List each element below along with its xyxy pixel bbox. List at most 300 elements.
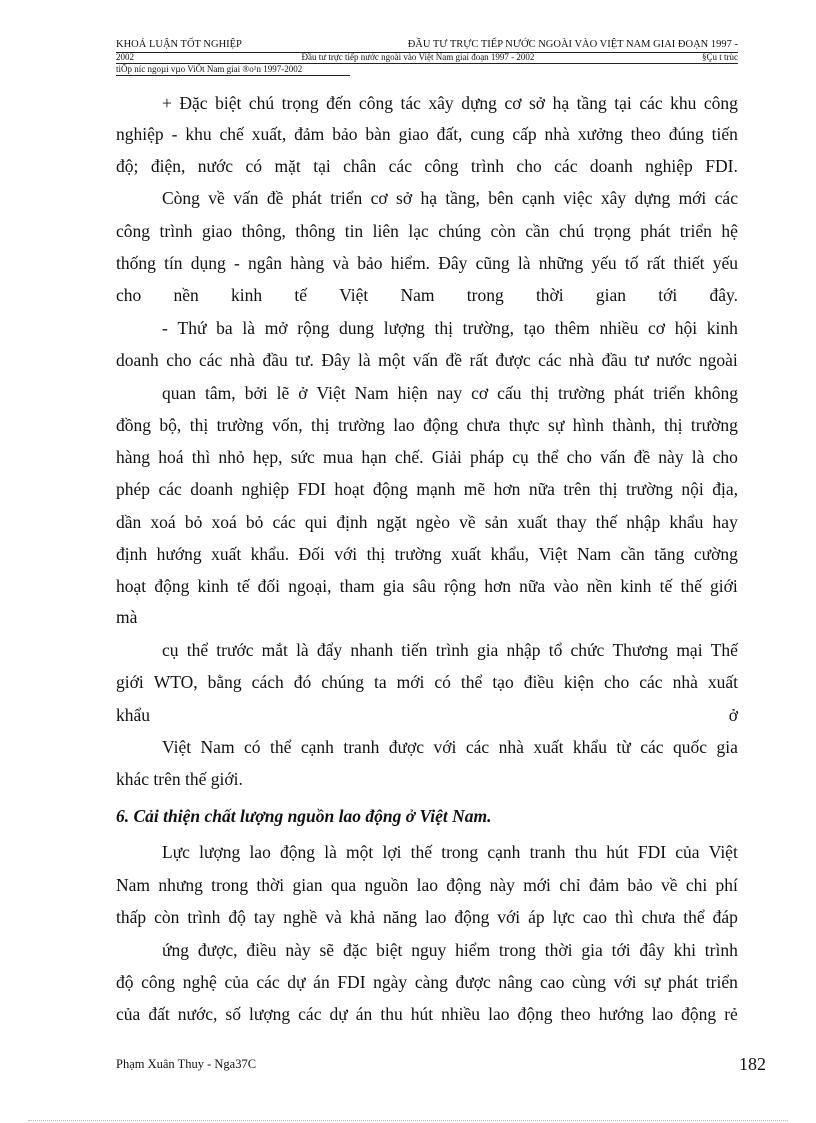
word: Lực: [162, 842, 190, 862]
running-header-row2: [116, 53, 738, 64]
word: cấp: [512, 124, 537, 144]
word: mại: [676, 640, 703, 660]
word: ứng: [162, 940, 189, 960]
word: FDI: [637, 842, 667, 862]
word: cho: [566, 447, 592, 467]
word: lực: [552, 907, 575, 927]
word: triển: [679, 221, 712, 241]
word: là: [242, 318, 255, 338]
word: sâu: [412, 576, 436, 596]
word: về: [208, 188, 225, 208]
word: cần: [525, 221, 550, 241]
word: vào: [553, 576, 579, 596]
word: thiết: [673, 253, 705, 273]
word: thế: [680, 576, 702, 596]
word: còn: [154, 907, 180, 927]
running-header: [116, 40, 738, 53]
word: cơ: [370, 188, 388, 208]
word: trường: [216, 415, 264, 435]
word: liên: [372, 221, 399, 241]
word: dựng: [634, 188, 671, 208]
word: lao: [488, 1004, 510, 1024]
word: ngoài: [698, 350, 738, 370]
text-line: [116, 672, 738, 693]
word: bỏ: [184, 512, 203, 532]
word: vấn: [600, 447, 626, 467]
word: chú: [248, 93, 275, 113]
text-line: [116, 350, 738, 371]
word: các: [198, 350, 223, 370]
word: trình: [435, 640, 469, 660]
header-row2-right: §Çu t trùc: [701, 52, 738, 62]
word: hình: [572, 415, 604, 435]
word: xuất: [533, 737, 564, 757]
word: xuất: [211, 544, 242, 564]
word: Đối: [298, 544, 325, 564]
text-line: [162, 318, 738, 339]
word: trong: [498, 940, 536, 960]
word: doanh: [116, 350, 159, 370]
word: vấn: [233, 188, 259, 208]
word: gian: [595, 285, 627, 305]
word: hướng: [598, 1004, 644, 1024]
text-line: [116, 576, 738, 597]
word: cao: [540, 972, 565, 992]
word: trọng: [281, 93, 319, 113]
word: chế: [219, 124, 244, 144]
word: tạo: [492, 672, 514, 692]
running-header-row3: tiÕp níc ngoµi vµo ViÖt Nam giai ®o¹n 1997-2002: [116, 65, 350, 76]
word: xuất,: [251, 124, 287, 144]
word: thế: [595, 512, 618, 532]
word: khu: [670, 93, 697, 113]
word: hạ: [420, 188, 438, 208]
word: sở: [529, 93, 546, 113]
text-line: [116, 1004, 738, 1025]
word: khả: [349, 907, 375, 927]
word: -: [162, 318, 168, 338]
word: thành,: [612, 415, 656, 435]
word: với: [497, 907, 521, 927]
page-edge-divider: [28, 1120, 788, 1121]
word: lạc: [408, 221, 429, 241]
word: trình: [159, 221, 193, 241]
word: -: [233, 253, 240, 273]
word: xuất: [450, 544, 482, 564]
text-line: [116, 415, 738, 436]
word: nâng: [498, 972, 533, 992]
word: một: [346, 842, 374, 862]
word: Việt: [339, 285, 369, 305]
word: rộng: [443, 576, 477, 596]
word: gia: [382, 576, 405, 596]
word: nữa: [519, 576, 546, 596]
word: chân: [343, 156, 377, 176]
word: cụ: [512, 447, 529, 467]
word: trình: [187, 907, 221, 927]
word: nền: [173, 285, 199, 305]
header-right: ĐẦU TƯ TRỰC TIẾP NƯỚC NGOÀI VÀO VIỆT NAM GIAI ĐOẠN 1997 -: [407, 39, 738, 50]
word: Thứ: [177, 318, 207, 338]
word: dự: [287, 972, 306, 992]
word: khẩu: [116, 705, 151, 725]
word: thấp: [116, 907, 147, 927]
word: phát: [291, 188, 322, 208]
word: kiện: [563, 672, 594, 692]
text-line: [116, 285, 738, 306]
word: tại: [614, 93, 632, 113]
word: sự: [548, 415, 565, 435]
word: công: [116, 221, 151, 241]
word: hướng: [156, 544, 202, 564]
word: về: [459, 512, 476, 532]
word: FDI.: [705, 156, 738, 176]
word: ngèo: [415, 512, 450, 532]
word: nghiệp: [116, 124, 164, 144]
word: hút: [410, 1004, 434, 1024]
word: giao: [398, 124, 429, 144]
word: tâm,: [205, 383, 236, 403]
word: chế.: [394, 447, 424, 467]
word: tế: [294, 285, 307, 305]
word: Việt: [316, 383, 346, 403]
word: nước,: [177, 1004, 218, 1024]
word: chỉ: [559, 875, 581, 895]
word: đây: [639, 940, 665, 960]
text-line: [116, 875, 738, 896]
word: đúng: [668, 124, 704, 144]
word: lao: [651, 1004, 674, 1024]
word: xuất: [517, 512, 548, 532]
word: kinh: [197, 576, 229, 596]
word: tín: [164, 253, 183, 273]
word: thị: [311, 415, 330, 435]
word: sở: [396, 188, 413, 208]
word: Đây: [321, 350, 351, 370]
word: ngân: [248, 253, 283, 273]
word: tham: [339, 576, 375, 596]
word: nhanh: [350, 640, 394, 660]
word: nhưng: [158, 875, 203, 895]
word: cho: [712, 447, 738, 467]
word: thì: [615, 907, 634, 927]
word: bảo: [357, 253, 383, 273]
word: số: [225, 1004, 241, 1024]
word: các: [639, 672, 663, 692]
word: hiểm: [455, 940, 491, 960]
word: từ: [616, 737, 631, 757]
word: dụng: [190, 253, 226, 273]
word: bằng: [207, 672, 242, 692]
text-line: [162, 93, 738, 114]
word: mở: [264, 318, 288, 338]
word: đề: [445, 350, 463, 370]
header-left: KHOÁ LUẬN TỐT NGHIỆP: [116, 39, 242, 50]
word: tầng,: [445, 188, 480, 208]
word: có: [245, 156, 263, 176]
word: trên: [563, 479, 591, 499]
word: trình: [704, 940, 738, 960]
word: phát: [640, 221, 671, 241]
text-line: [116, 705, 738, 726]
word: thể: [537, 447, 559, 467]
word: bảo: [627, 875, 653, 895]
word: với: [433, 737, 457, 757]
word: bảo: [332, 124, 358, 144]
word: tế: [236, 576, 250, 596]
word: gian: [292, 875, 323, 895]
word: và: [325, 907, 342, 927]
word: nhập: [626, 512, 661, 532]
word: phí: [715, 875, 738, 895]
text-line: [116, 907, 738, 928]
word: được: [388, 737, 425, 757]
word: hội: [674, 318, 698, 338]
word: lao: [416, 875, 438, 895]
text-line: [116, 479, 738, 500]
word: hàng: [290, 253, 325, 273]
word: xoá: [150, 512, 176, 532]
word: bỏ: [245, 512, 264, 532]
word: được: [495, 350, 531, 370]
word: tế: [659, 576, 673, 596]
word: giới: [710, 576, 738, 596]
word: đầu: [262, 350, 288, 370]
text-line: [116, 972, 738, 993]
word: thị: [366, 544, 386, 564]
word: bộ,: [159, 415, 182, 435]
word: thể: [460, 672, 483, 692]
word: khi: [673, 940, 696, 960]
word: mua: [322, 447, 354, 467]
word: lượng: [249, 1004, 291, 1024]
word: nhà: [229, 350, 256, 370]
word: hạ: [552, 93, 570, 113]
word: trường: [557, 383, 605, 403]
word: tố: [624, 253, 639, 273]
word: thông,: [241, 221, 286, 241]
word: thị: [434, 318, 453, 338]
word: ngoại,: [288, 576, 332, 596]
word: chú: [559, 221, 585, 241]
word: lao: [424, 907, 447, 927]
word: chúng: [438, 221, 482, 241]
word: thêm: [554, 318, 590, 338]
word: theo: [630, 124, 661, 144]
word: các: [388, 156, 412, 176]
word: đầu: [601, 350, 627, 370]
word: án: [313, 972, 330, 992]
text-line: [162, 737, 738, 758]
word: thị: [663, 415, 683, 435]
word: thể: [270, 737, 292, 757]
word: ở: [298, 383, 308, 403]
word: Nam: [354, 383, 389, 403]
word: tư.: [295, 350, 314, 370]
word: Đây: [438, 253, 468, 273]
word: hoạt: [334, 479, 365, 499]
word: bên: [488, 188, 514, 208]
word: tay: [253, 907, 276, 927]
word: điều: [523, 672, 554, 692]
word: cạnh: [521, 188, 555, 208]
word: thời: [535, 285, 564, 305]
word: ở: [728, 705, 738, 725]
word: hút: [606, 842, 629, 862]
word: trong: [211, 875, 249, 895]
word: thể: [683, 907, 705, 927]
word: định: [116, 544, 148, 564]
word: Việt: [538, 544, 568, 564]
word: cụ: [162, 640, 179, 660]
word: trường,: [462, 318, 514, 338]
word: điều: [246, 940, 277, 960]
word: của: [116, 1004, 141, 1024]
page-number: 182: [739, 1054, 766, 1074]
word: tại: [313, 156, 331, 176]
word: khẩu: [572, 737, 607, 757]
word: kinh: [231, 285, 263, 305]
word: hẹp,: [252, 447, 283, 467]
text-line: [162, 383, 738, 404]
word: gia: [716, 737, 738, 757]
word: thực: [508, 415, 540, 435]
word: thu: [574, 842, 598, 862]
word: cơ: [471, 383, 489, 403]
word: doanh: [190, 479, 234, 499]
word: nước: [656, 350, 692, 370]
word: nhà: [498, 737, 524, 757]
word: có: [434, 672, 451, 692]
word: công: [424, 156, 459, 176]
word: về: [660, 875, 678, 895]
word: áp: [528, 907, 545, 927]
word: những: [538, 253, 584, 273]
word: vấn: [412, 350, 439, 370]
word: thế: [410, 842, 433, 862]
word: phép: [116, 479, 151, 499]
header-row2-left: 2002: [116, 52, 134, 62]
word: doanh: [589, 156, 633, 176]
word: chưa: [466, 415, 501, 435]
word: vốn,: [271, 415, 303, 435]
text-line: mà: [116, 607, 138, 627]
word: FDI: [337, 972, 366, 992]
word: lợi: [382, 842, 402, 862]
word: hàng: [116, 447, 151, 467]
text-line: [116, 156, 738, 177]
word: thời: [544, 940, 573, 960]
word: biệt: [376, 940, 403, 960]
word: này: [489, 875, 515, 895]
word: động: [681, 1004, 717, 1024]
word: năng: [382, 907, 417, 927]
word: nguồn: [364, 875, 409, 895]
word: hoá: [158, 447, 184, 467]
word: một: [378, 350, 406, 370]
word: tạo: [523, 318, 546, 338]
word: của: [224, 972, 249, 992]
word: được,: [197, 940, 238, 960]
word: tác: [400, 93, 421, 113]
word: triển: [330, 188, 363, 208]
word: nhỏ: [218, 447, 245, 467]
word: trường: [690, 415, 738, 435]
word: hơn: [493, 479, 521, 499]
word: -: [171, 124, 178, 144]
word: mẽ: [463, 479, 486, 499]
word: Đặc: [179, 93, 208, 113]
word: đảm: [294, 124, 325, 144]
word: triển: [705, 972, 738, 992]
word: xây: [428, 93, 454, 113]
word: này: [285, 940, 311, 960]
word: đồng: [116, 415, 151, 435]
word: được: [455, 972, 491, 992]
word: đề: [633, 447, 651, 467]
word: Nam: [116, 875, 151, 895]
word: tư: [634, 350, 649, 370]
word: là: [517, 253, 531, 273]
word: động: [446, 875, 482, 895]
word: hạn: [361, 447, 387, 467]
word: động: [423, 415, 459, 435]
word: địa,: [712, 479, 738, 499]
word: thị: [530, 383, 549, 403]
word: trường: [625, 479, 673, 499]
word: hiện: [397, 383, 428, 403]
word: đối: [257, 576, 281, 596]
word: dần: [116, 512, 142, 532]
word: các: [554, 156, 578, 176]
word: mới: [523, 875, 551, 895]
footer-author: Phạm Xuân Thuy - Nga37C: [116, 1057, 257, 1071]
word: tăng: [654, 544, 685, 564]
word: Nam: [577, 544, 612, 564]
text-line: [116, 253, 738, 274]
word: án: [355, 1004, 373, 1024]
word: sự: [644, 972, 661, 992]
word: tin: [344, 221, 364, 241]
word: khẩu: [669, 512, 704, 532]
word: cho: [116, 285, 142, 305]
word: trọng: [593, 221, 631, 241]
word: dựng: [461, 93, 497, 113]
word: hệ: [721, 221, 738, 241]
word: các: [256, 972, 280, 992]
text-line: [116, 447, 738, 468]
word: nhiều: [599, 318, 639, 338]
word: độ: [116, 972, 134, 992]
word: nội: [681, 479, 704, 499]
word: xoá: [211, 512, 237, 532]
word: dung: [339, 318, 375, 338]
word: tới: [658, 285, 678, 305]
text-line: khác trên thế giới.: [116, 769, 243, 789]
word: đẩy: [316, 640, 343, 660]
word: cho: [516, 156, 542, 176]
word: mới: [396, 672, 425, 692]
word: giới: [116, 672, 144, 692]
word: sản: [484, 512, 509, 532]
word: là: [358, 350, 371, 370]
word: các: [158, 479, 182, 499]
word: trình: [470, 156, 504, 176]
word: cũng: [475, 253, 510, 273]
word: điện,: [150, 156, 186, 176]
word: tới: [611, 940, 631, 960]
word: càng: [414, 972, 448, 992]
